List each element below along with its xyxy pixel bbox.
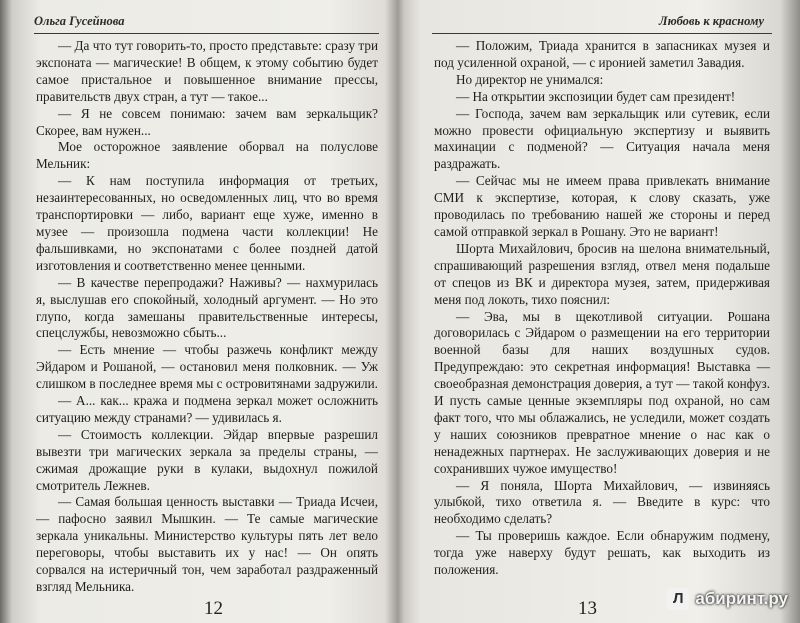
- labirint-watermark: [667, 585, 788, 613]
- right-running-head: Любовь к красному: [659, 14, 764, 28]
- left-header-rule: [34, 33, 379, 34]
- paragraph: Шорта Михайлович, бросив на шелона внимательный, спрашивающий разрешения взгляд, отвел меня подальше от спецов из ВК и директора музея, затем, придерживая меня под локоть, тихо пояснил:: [434, 240, 770, 307]
- paragraph: — Господа, зачем вам зеркальщик или сутевик, если можно провести официальную экспертизу и выявить махинации с подменой? — Ситуация начала меня раздражать.: [434, 105, 770, 172]
- paragraph: — Самая большая ценность выставки — Триада Исчеи, — пафосно заявил Мышкин. — Те самые магические зеркала уникальны. Министерство культуры пять лет вело переговоры, чтобы выставить их у нас! — Он опять сорвался на истеричный тон, чем заработал раздраженный взгляд Мельника.: [36, 494, 378, 594]
- right-page-text: [434, 38, 770, 579]
- paragraph: — Ты проверишь каждое. Если обнаружим подмену, тогда уже наверху будут решать, как выходить из положения.: [434, 528, 770, 578]
- left-page-text: [36, 38, 378, 596]
- right-page: [420, 0, 782, 623]
- paragraph: — В качестве перепродажи? Наживы? — нахмурилась я, выслушав его спокойный, холодный аргумент. — Но это глупо, когда замешаны правительственные интересы, спецслужбы, невозможно сбыть...: [36, 274, 378, 341]
- paragraph: — А... как... кража и подмена зеркал может осложнить ситуацию между странами? — удивилась я.: [36, 393, 378, 425]
- paragraph: — Эва, мы в щекотливой ситуации. Рошана договорилась с Эйдаром о размещении на его территории военной базы для наших воздушных судов. Предупреждаю: это секретная информация! Выставка — своеобразная демонстрация доверия, а тут — такой конфуз. И пусть самые ценные экземпляры под охраной, но сам факт того, что мы облажались, не уследили, может создать у наших союзников превратное мнение о нас как о ненадежных партнерах. Не заслуживающих доверия и не сохранивших чужое имущество!: [434, 308, 770, 476]
- left-page-number: 12: [204, 598, 223, 619]
- paragraph: — Я поняла, Шорта Михайлович, — извиняясь улыбкой, тихо ответила я. — Введите в курс: что необходимо сделать?: [434, 477, 770, 527]
- paragraph: Мое осторожное заявление оборвал на полуслове Мельник:: [36, 139, 378, 172]
- paragraph: — Есть мнение — чтобы разжечь конфликт между Эйдаром и Рошаной, — остановил меня полковник. — Уж слишком в последнее время мы с островитянами задружили.: [36, 342, 378, 392]
- paragraph: — Я не совсем понимаю: зачем вам зеркальщик? Скорее, вам нужен...: [36, 105, 378, 138]
- paragraph: — Сейчас мы не имеем права привлекать внимание СМИ к экспертизе, которая, к слову сказать, уже проводилась по требованию нашей же стороны и перед самой отправкой зеркал в Рошану. Это не вариант!: [434, 173, 770, 239]
- right-page-number: 13: [578, 598, 597, 619]
- paragraph: — К нам поступила информация от третьих, незаинтересованных, но осведомленных лиц, что во время транспортировки — либо, вариант еще хуже, именно в музее — произошла подмена части коллекции! Не фальшивками, но экспонатами с более поздней датой изготовления и соответственно менее ценными.: [36, 173, 378, 273]
- right-header-rule: [432, 33, 772, 34]
- paragraph: — На открытии экспозиции будет сам президент!: [456, 88, 736, 104]
- watermark-text: абиринт.ру: [695, 589, 788, 608]
- paragraph: — Стоимость коллекции. Эйдар впервые разрешил вывезти три магических зеркала за пределы страны, — сжимая дрожащие руки в кулаки, выдохнул пожилой смотритель Лежнев.: [36, 426, 378, 493]
- paragraph: Но директор не унимался:: [456, 71, 604, 87]
- paragraph: — Да что тут говорить-то, просто представьте: сразу три экспоната — магические! В общем, к этому событию будет самое пристальное и повышенное внимание прессы, правительств двух стран, а тут — такое...: [36, 38, 378, 104]
- left-running-head: Ольга Гусейнова: [34, 14, 125, 28]
- left-page: [28, 0, 383, 623]
- labirint-logo-icon: Л: [667, 588, 689, 610]
- paragraph: — Положим, Триада хранится в запасниках музея и под усиленной охраной, — с иронией заметил Завадия.: [434, 38, 770, 70]
